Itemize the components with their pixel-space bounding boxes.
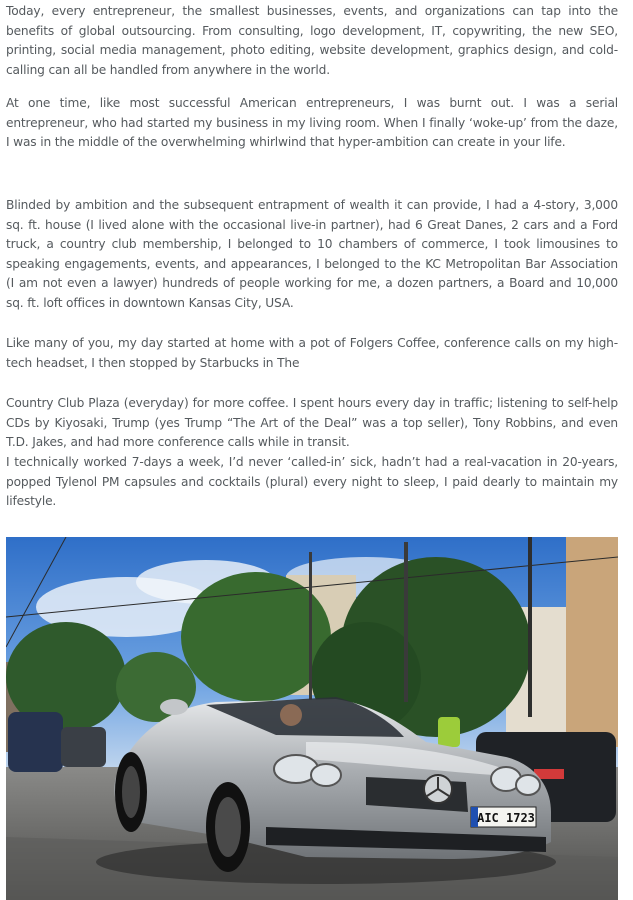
pedestrian <box>438 717 460 747</box>
paragraph-country-club: Country Club Plaza (everyday) for more coffee. I spent hours every day in traffic; listening to self-help CDs by Kiyosaki, Trump (yes Trump “The Art of the Deal” was a top seller), Tony Robbins, and even T.D. Jakes, and had more conference calls while in transit. <box>6 396 618 450</box>
paragraph-lifestyle: I technically worked 7-days a week, I’d never ‘called-in’ sick, hadn’t had a real-vacation in 20-years, popped Tylenol PM capsules and cocktails (plural) every night to sleep, I paid dearly to maintain my lifestyle. <box>6 455 618 509</box>
paragraph-burnout: At one time, like most successful American entrepreneurs, I was burnt out. I was a serial entrepreneur, who had started my business in my living room. When I finally ‘woke-up’ from the daze, I was in the middle of the overwhelming whirlwind that hyper-ambition can create in your life. <box>6 96 618 150</box>
sports-car-photo <box>6 537 618 900</box>
tree <box>181 572 331 702</box>
paragraph-outsourcing: Today, every entrepreneur, the smallest businesses, events, and organizations can tap into the benefits of global outsourcing. From consulting, logo development, IT, copywriting, the new SEO, printing, social media management, photo editing, website development, graphics design, and cold-calling can all be handled from anywhere in the world. <box>6 4 618 77</box>
pole <box>404 542 408 702</box>
background-car <box>8 712 63 772</box>
paragraph-ambition: Blinded by ambition and the subsequent entrapment of wealth it can provide, I had a 4-story, 3,000 sq. ft. house (I lived alone with the occasional live-in partner), had 6 Great Danes, 2 cars and a Ford truck, a country club membership, I belonged to 10 chambers of commerce, I took limousines to speaking engagements, events, and appearances, I belonged to the KC Metropolitan Bar Association (I am not even a lawyer) hundreds of people working for me, a dozen partners, a Board and 10,000 sq. ft. loft offices in downtown Kansas City, USA. <box>6 198 618 310</box>
paragraph-daily-routine: Like many of you, my day started at home with a pot of Folgers Coffee, conference calls on my high-tech headset, I then stopped by Starbucks in The <box>6 336 618 370</box>
pole <box>309 552 312 702</box>
pole <box>528 537 532 717</box>
article-photo <box>6 537 618 900</box>
background-car <box>61 727 106 767</box>
building <box>566 537 618 747</box>
license-plate: AIC 1723 <box>477 811 535 825</box>
